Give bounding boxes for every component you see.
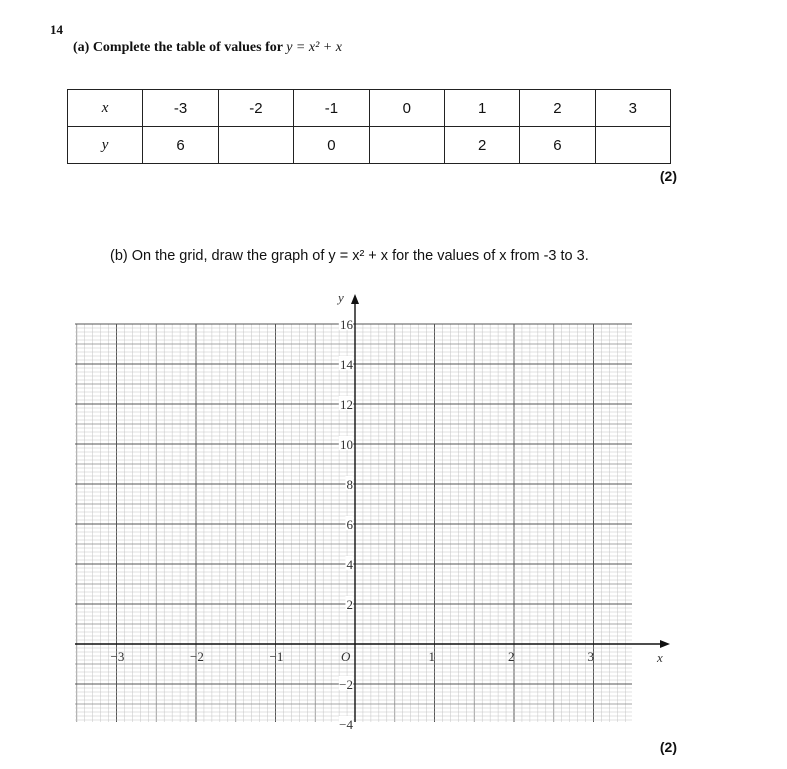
x-cell: 3 — [595, 90, 670, 127]
part-a-label: (a) Complete the table of values for — [73, 40, 283, 55]
x-cell: 1 — [444, 90, 519, 127]
y-tick-label: −2 — [339, 677, 353, 692]
y-cell[interactable]: 2 — [444, 127, 519, 164]
x-cell: 2 — [520, 90, 595, 127]
x-cell: -2 — [218, 90, 293, 127]
x-axis-arrow-icon — [660, 640, 670, 648]
y-axis-arrow-icon — [351, 294, 359, 304]
y-tick-label: 14 — [340, 357, 353, 372]
y-header: y — [68, 127, 143, 164]
x-tick-label: O — [341, 649, 351, 664]
y-cell[interactable]: 6 — [143, 127, 218, 164]
y-tick-label: 16 — [340, 317, 353, 332]
x-axis-label: x — [657, 650, 663, 665]
x-tick-label: 2 — [508, 649, 515, 664]
y-tick-label: 6 — [346, 517, 353, 532]
y-axis-label: y — [338, 290, 344, 305]
y-tick-label: 4 — [346, 557, 353, 572]
y-cell[interactable]: 6 — [520, 127, 595, 164]
y-tick-label: 12 — [340, 397, 353, 412]
question-number: 14 — [50, 22, 63, 37]
part-a-equation: y = x² + x — [286, 40, 342, 55]
y-tick-label: 8 — [346, 477, 353, 492]
x-tick-label: −1 — [269, 649, 284, 664]
x-cell: 0 — [369, 90, 444, 127]
x-tick-label: 3 — [587, 649, 594, 664]
x-cell: -1 — [294, 90, 369, 127]
y-tick-label: −4 — [339, 717, 353, 732]
x-header: x — [68, 90, 143, 127]
y-tick-label: 2 — [346, 597, 353, 612]
x-tick-label: −3 — [110, 649, 125, 664]
x-tick-label: 1 — [428, 649, 435, 664]
x-tick-label: −2 — [190, 649, 204, 664]
part-b-instruction: (b) On the grid, draw the graph of y = x² + x for the values of x from -3 to 3. — [110, 248, 589, 264]
part-a-marks: (2) — [659, 168, 677, 184]
part-b-marks: (2) — [659, 739, 677, 755]
y-cell[interactable]: 0 — [294, 127, 369, 164]
y-tick-label: 10 — [340, 437, 353, 452]
x-cell: -3 — [143, 90, 218, 127]
